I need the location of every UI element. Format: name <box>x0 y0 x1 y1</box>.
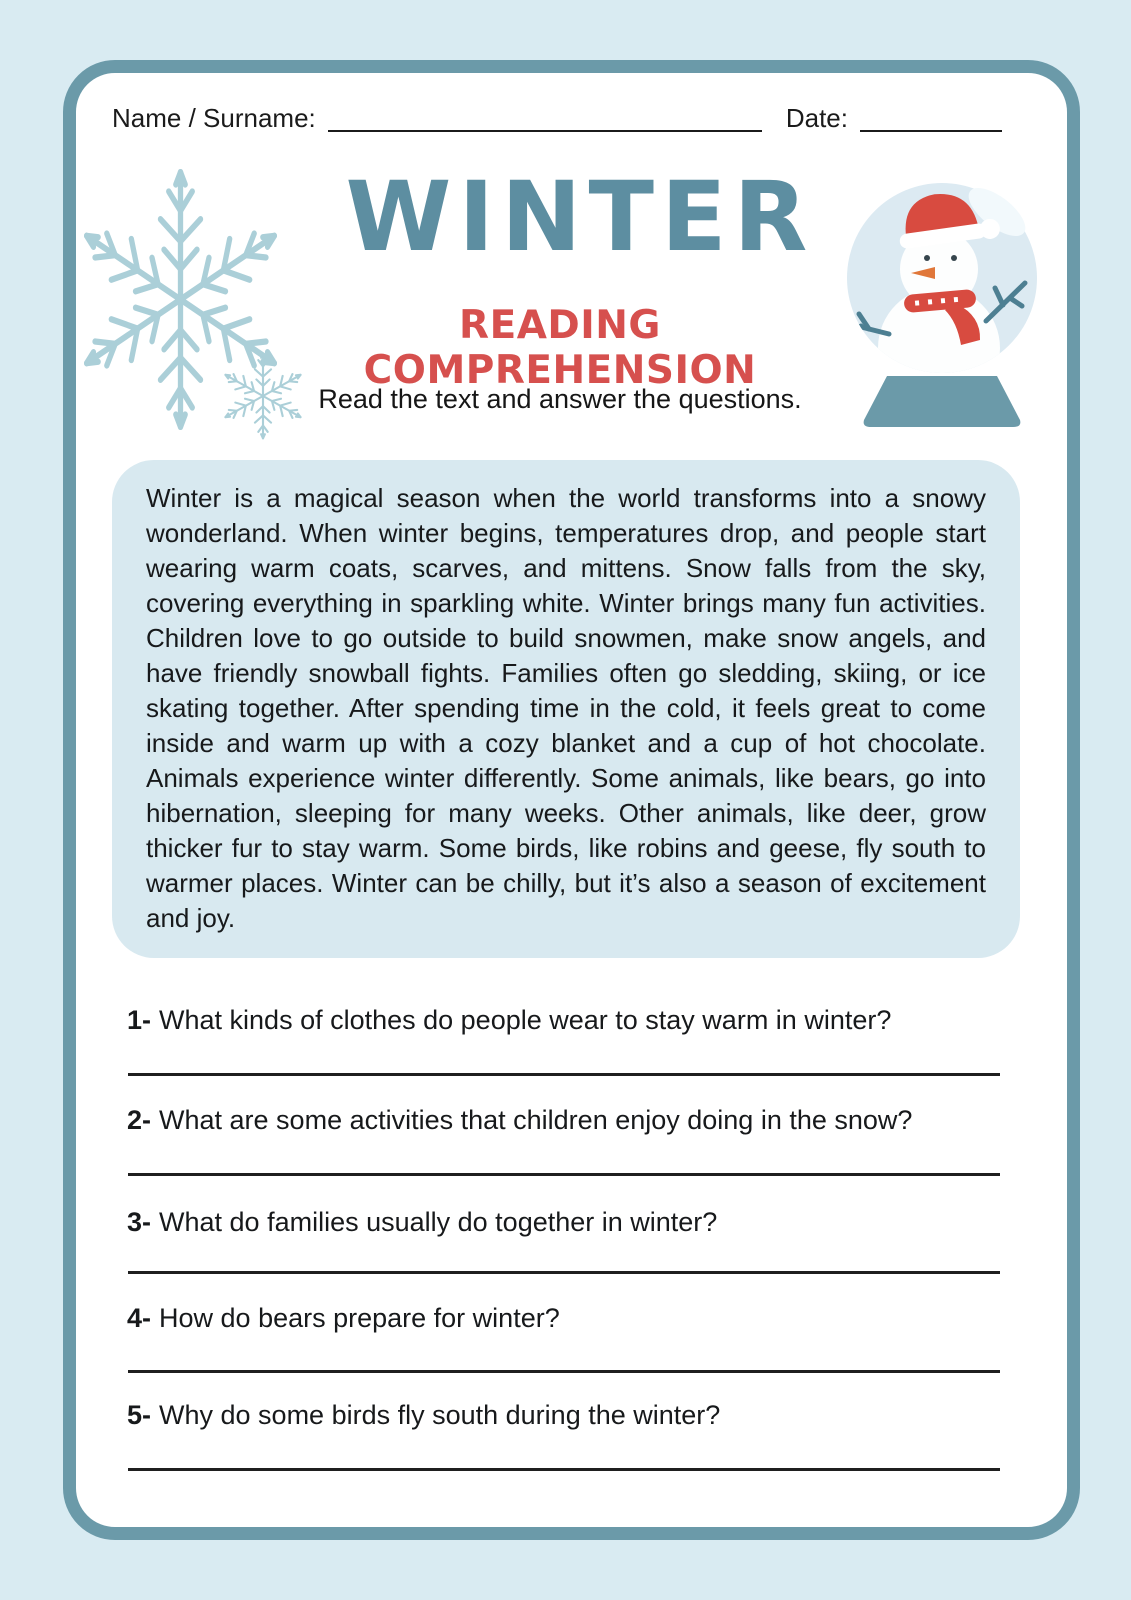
question-2 <box>127 1105 1012 1136</box>
question-5-number: 5- <box>127 1400 152 1430</box>
question-2-text: What are some activities that children enjoy doing in the snow? <box>159 1105 913 1135</box>
instruction-text: Read the text and answer the questions. <box>318 384 802 414</box>
question-5 <box>127 1400 1012 1431</box>
date-label: Date: <box>785 103 848 133</box>
question-4 <box>127 1303 1012 1334</box>
name-input-line[interactable] <box>328 106 762 132</box>
name-date-row <box>112 103 1002 134</box>
question-5-text: Why do some birds fly south during the winter? <box>159 1400 721 1430</box>
page-subtitle: READING COMPREHENSION <box>363 303 757 393</box>
question-2-number: 2- <box>127 1105 152 1135</box>
question-1-text: What kinds of clothes do people wear to stay warm in winter? <box>159 1005 892 1035</box>
reading-passage: Winter is a magical season when the world transforms into a snowy wonderland. When winter begins, temperatures drop, and people start wearing warm coats, scarves, and mittens. Snow falls from the sky, covering everything in sparkling white. Winter brings many fun activities. Children love to go outside to build snowmen, make snow angels, and have friendly snowball fights. Families often go sledding, skiing, or ice skating together. After spending time in the cold, it feels great to come inside and warm up with a cozy blanket and a cup of hot chocolate. Animals experience winter differently. Some animals, like bears, go into hibernation, sleeping for many weeks. Other animals, like deer, grow thicker fur to stay warm. Some birds, like robins and geese, fly south to warmer places. Winter can be chilly, but it’s also a season of excitement and joy. <box>112 460 1020 958</box>
question-4-number: 4- <box>127 1303 152 1333</box>
answer-line-4[interactable] <box>128 1370 1000 1373</box>
question-3 <box>127 1207 1012 1238</box>
question-1 <box>127 1005 1012 1036</box>
answer-line-1[interactable] <box>128 1073 1000 1076</box>
question-4-text: How do bears prepare for winter? <box>159 1303 560 1333</box>
answer-line-3[interactable] <box>128 1271 1000 1274</box>
date-input-line[interactable] <box>860 106 1002 132</box>
page-title: WINTER <box>345 161 815 273</box>
question-3-number: 3- <box>127 1207 152 1237</box>
question-3-text: What do families usually do together in winter? <box>159 1207 718 1237</box>
answer-line-5[interactable] <box>128 1468 1000 1471</box>
question-1-number: 1- <box>127 1005 152 1035</box>
worksheet-card <box>63 60 1080 1540</box>
name-label: Name / Surname: <box>112 103 316 133</box>
snowglobe-snowman-icon <box>845 166 1040 428</box>
answer-line-2[interactable] <box>128 1173 1000 1176</box>
